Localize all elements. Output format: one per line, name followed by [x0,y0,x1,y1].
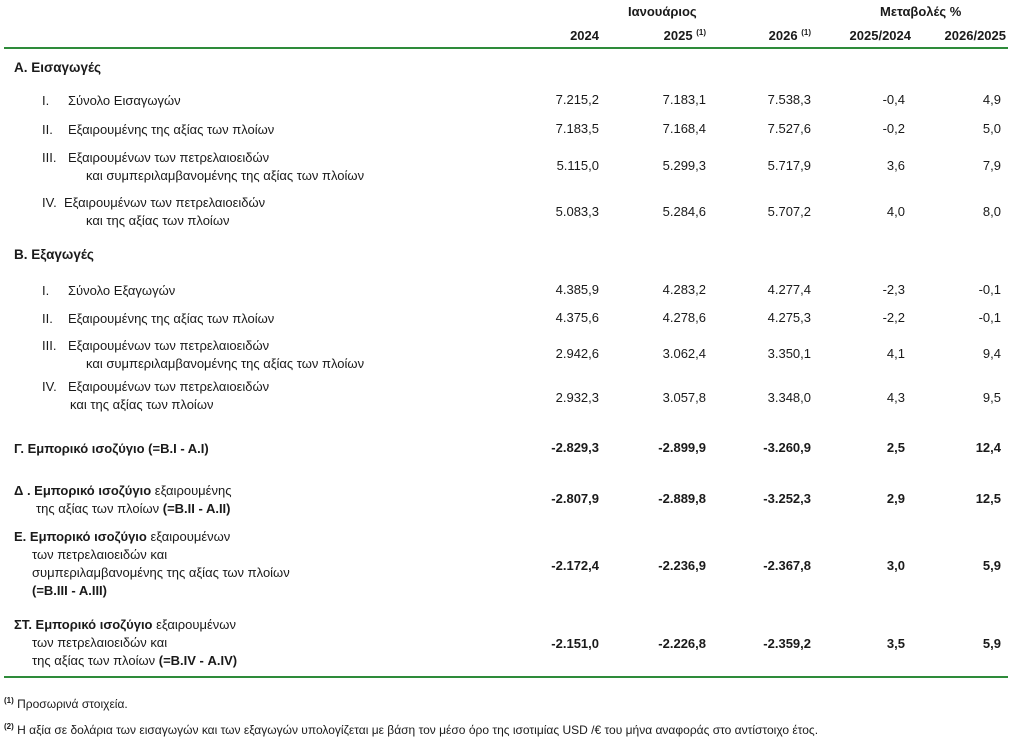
change-2026: 9,4 [982,346,1001,361]
value-2025: 3.062,4 [662,346,706,361]
row-label: IV. Εξαιρουμένων των πετρελαιοειδών και της αξίας των πλοίων [42,379,270,412]
change-2026: -0,1 [978,310,1001,325]
header-col-2025: 2025 $^{(1)}$ [663,28,706,43]
value-2025: 7.168,4 [662,121,706,136]
header-col-2026: 2026 $^{(1)}$ [768,28,811,43]
header-col-2024: 2024 [570,28,599,43]
value-2024: -2.829,3 [551,440,599,455]
value-2024: 2.932,3 [555,390,599,405]
section-exports-title: Β. Εξαγωγές [14,247,94,262]
change-2025: 3,5 [886,636,905,651]
row-label: III. Εξαιρουμένων των πετρελαιοειδών και συμπεριλαμβανομένης της αξίας των πλοίων [42,338,365,371]
value-2026: 5.717,9 [767,158,811,173]
change-2025: -2,2 [882,310,905,325]
row-label: Δ . Εμπορικό ισοζύγιο εξαιρουμένης της αξίας των πλοίων (=Β.ΙΙ - Α.ΙΙ) [14,483,232,516]
value-2025: 3.057,8 [662,390,706,405]
value-2026: 4.277,4 [767,282,811,297]
value-2024: -2.807,9 [551,491,599,506]
change-2025: 4,1 [886,346,905,361]
change-2026: -0,1 [978,282,1001,297]
value-2024: 5.115,0 [556,158,599,173]
value-2025: 4.278,6 [662,310,706,325]
row-label: III. Εξαιρουμένων των πετρελαιοειδών και συμπεριλαμβανομένης της αξίας των πλοίων [42,150,365,183]
value-2025: -2.236,9 [658,558,706,573]
change-2025: 2,5 [886,440,905,455]
change-2026: 12,4 [975,440,1001,455]
value-2025: 4.283,2 [662,282,706,297]
change-2025: 4,0 [886,204,905,219]
value-2025: 5.284,6 [662,204,706,219]
value-2026: -3.260,9 [763,440,811,455]
row-label: Ε. Εμπορικό ισοζύγιο εξαιρουμένων των πετρελαιοειδών και συμπεριλαμβανομένης της αξίας των πλοίων (=Β.ΙΙΙ - Α.ΙΙΙ) [14,529,290,598]
value-2025: 5.299,3 [662,158,706,173]
change-2026: 4,9 [982,92,1001,107]
value-2026: 3.348,0 [767,390,811,405]
value-2024: 7.183,5 [555,121,599,136]
header-changes: Μεταβολές % [880,4,962,19]
change-2026: 7,9 [982,158,1001,173]
row-label: II. Εξαιρουμένης της αξίας των πλοίων [42,122,275,137]
header-january: Ιανουάριος [628,4,697,19]
value-2024: 5.083,3 [555,204,599,219]
value-2024: 4.385,9 [555,282,599,297]
footnote-1: $^{(1)}$ Προσωρινά στοιχεία. [4,696,128,711]
change-2026: 5,0 [982,121,1001,136]
row-label: I. Σύνολο Εισαγωγών [42,93,181,108]
change-2026: 8,0 [982,204,1001,219]
change-2026: 5,9 [982,636,1001,651]
value-2026: -2.359,2 [763,636,811,651]
change-2025: 3,0 [886,558,905,573]
value-2026: 7.527,6 [767,121,811,136]
header-rule [4,47,1008,49]
row-label: I. Σύνολο Εξαγωγών [42,283,176,298]
row-label: Γ. Εμπορικό ισοζύγιο (=Β.Ι - Α.Ι) [14,441,209,456]
change-2025: 3,6 [886,158,905,173]
value-2026: 4.275,3 [767,310,811,325]
value-2026: 3.350,1 [767,346,811,361]
change-2025: 2,9 [886,491,905,506]
value-2024: 4.375,6 [555,310,599,325]
value-2024: -2.151,0 [551,636,599,651]
value-2024: 7.215,2 [555,92,599,107]
change-2026: 12,5 [975,491,1001,506]
change-2025: -0,2 [882,121,905,136]
value-2025: 7.183,1 [662,92,706,107]
value-2026: -3.252,3 [763,491,811,506]
row-label: IV. Εξαιρουμένων των πετρελαιοειδών και της αξίας των πλοίων [42,195,266,228]
change-2025: -0,4 [882,92,905,107]
header-col-change-2025: 2025/2024 [849,28,911,43]
change-2026: 5,9 [982,558,1001,573]
header-col-change-2026: 2026/2025 [944,28,1006,43]
footnote-2: $^{(2)}$ Η αξία σε δολάρια των εισαγωγών και των εξαγωγών υπολογίζεται με βάση τον μέσο όρο της ισοτιμίας USD /€ του μήνα αναφοράς στο αντίστοιχο έτος. [4,722,819,737]
change-2025: 4,3 [886,390,905,405]
section-imports-title: Α. Εισαγωγές [14,60,102,75]
value-2025: -2.899,9 [658,440,706,455]
row-label: ΣΤ. Εμπορικό ισοζύγιο εξαιρουμένων των πετρελαιοειδών και της αξίας των πλοίων (=Β.ΙV - Α.ΙV) [14,617,238,668]
value-2026: 7.538,3 [767,92,811,107]
value-2024: 2.942,6 [555,346,599,361]
change-2026: 9,5 [982,390,1001,405]
value-2024: -2.172,4 [551,558,599,573]
value-2025: -2.226,8 [658,636,706,651]
value-2026: -2.367,8 [763,558,811,573]
value-2025: -2.889,8 [658,491,706,506]
bottom-rule [4,676,1008,678]
change-2025: -2,3 [882,282,905,297]
row-label: II. Εξαιρουμένης της αξίας των πλοίων [42,311,275,326]
value-2026: 5.707,2 [767,204,811,219]
